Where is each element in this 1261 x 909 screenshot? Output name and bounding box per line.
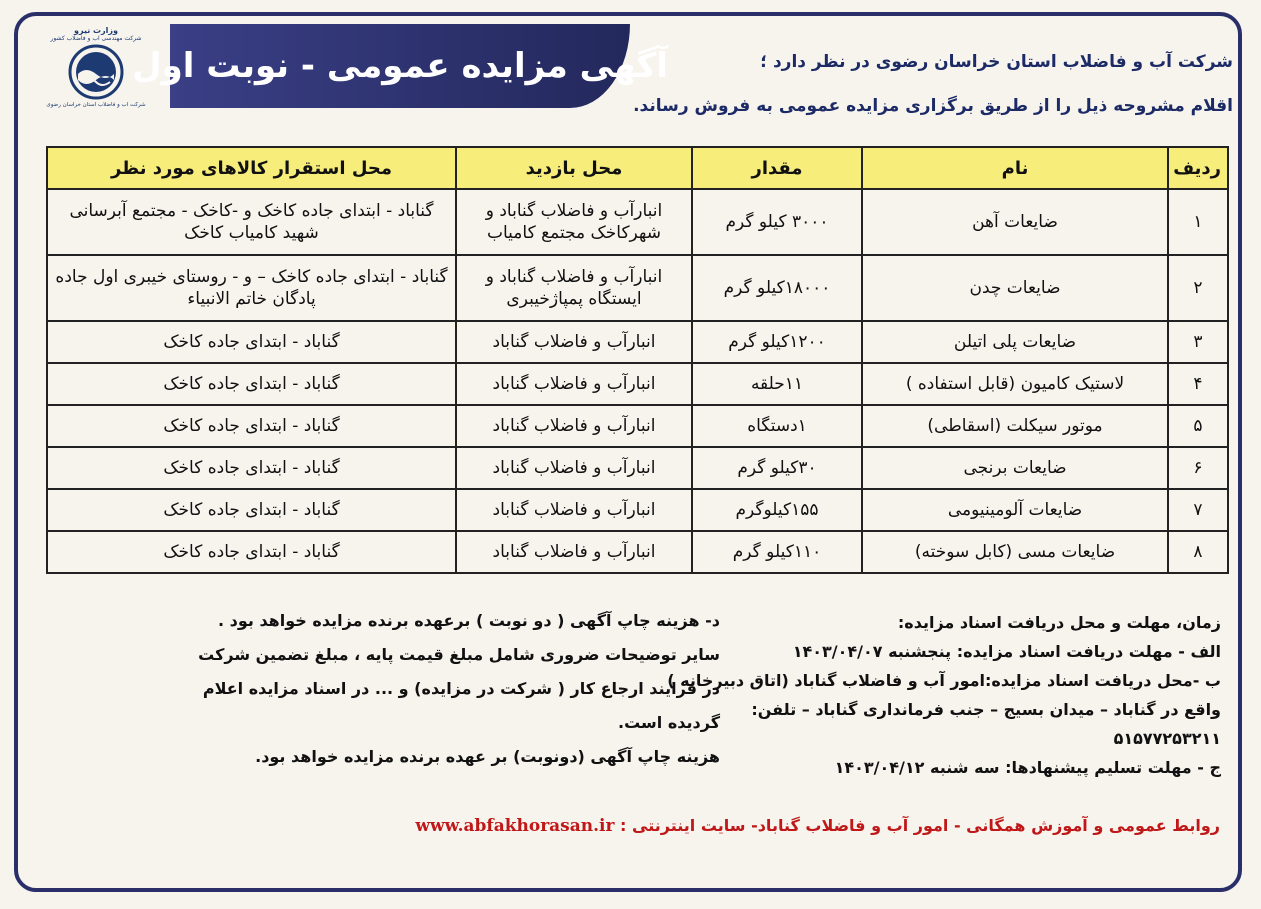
schedule-title: زمان، مهلت و محل دریافت اسناد مزایده:	[897, 613, 1221, 632]
table-header-row	[47, 147, 1228, 189]
website-link[interactable]: www.abfakhorasan.ir	[415, 816, 615, 836]
schedule-item-c: ج - مهلت تسلیم پیشنهادها: سه شنبه ۱۴۰۳/۰۴/۱۲	[834, 758, 1221, 777]
visit-location: انبارآب و فاضلاب گناباد	[456, 531, 692, 573]
item-quantity: ۱۲۰۰کیلو گرم	[692, 321, 862, 363]
schedule-item-b-address: واقع در گناباد – میدان بسیج – جنب فرمانداری گناباد – تلفن:	[751, 700, 1221, 719]
header-visit-location: محل بازدید	[456, 147, 692, 189]
table-row	[47, 321, 1228, 363]
schedule-section	[661, 608, 1221, 782]
item-name: ضایعات مسی (کابل سوخته)	[862, 531, 1168, 573]
item-quantity: ۳۰۰۰ کیلو گرم	[692, 189, 862, 255]
item-quantity: ۳۰کیلو گرم	[692, 447, 862, 489]
table-row	[47, 189, 1228, 255]
goods-location: گناباد - ابتدای جاده کاخک	[47, 531, 456, 573]
table-row	[47, 363, 1228, 405]
goods-location: گناباد - ابتدای جاده کاخک	[47, 363, 456, 405]
item-quantity: ۱۱۰کیلو گرم	[692, 531, 862, 573]
header-row-number: ردیف	[1168, 147, 1228, 189]
item-name: موتور سیکلت (اسقاطی)	[862, 405, 1168, 447]
item-name: ضایعات چدن	[862, 255, 1168, 321]
notes-line-3: در فرایند ارجاع کار ( شرکت در مزایده) و ... در اسناد مزایده اعلام	[202, 679, 720, 698]
visit-location: انبارآب و فاضلاب گناباد	[456, 405, 692, 447]
item-name: ضایعات آلومینیومی	[862, 489, 1168, 531]
notes-line-4: گردیده است.	[618, 713, 720, 732]
notes-section	[120, 604, 720, 774]
footer	[180, 816, 1220, 836]
table-row	[47, 447, 1228, 489]
item-name: ضایعات برنجی	[862, 447, 1168, 489]
row-number: ۱	[1168, 189, 1228, 255]
header-goods-location: محل استقرار کالاهای مورد نظر	[47, 147, 456, 189]
item-quantity: ۱۵۵کیلوگرم	[692, 489, 862, 531]
row-number: ۸	[1168, 531, 1228, 573]
logo-bottom-text: شرکت آب و فاضلاب استان خراسان رضوی	[46, 102, 146, 108]
goods-location: گناباد - ابتدای جاده کاخک	[47, 447, 456, 489]
item-name: ضایعات پلی اتیلن	[862, 321, 1168, 363]
notes-line-5: هزینه چاپ آگهی (دونوبت) بر عهده برنده مزایده خواهد بود.	[255, 747, 720, 766]
goods-location: گناباد - ابتدای جاده کاخک	[47, 405, 456, 447]
goods-location: گناباد - ابتدای جاده کاخک – و - روستای خیبری اول جاده پادگان خاتم الانبیاء	[47, 255, 456, 321]
banner-title: آگهی مزایده عمومی - نوبت اول	[132, 46, 668, 86]
intro-text	[633, 40, 1233, 128]
table-row	[47, 405, 1228, 447]
footer-text: روابط عمومی و آموزش همگانی - امور آب و فاضلاب گناباد- سایت اینترنتی :	[620, 816, 1220, 835]
item-quantity: ۱۱حلقه	[692, 363, 862, 405]
visit-location: انبارآب و فاضلاب گناباد	[456, 363, 692, 405]
logo-top-text: وزارت نیرو	[74, 26, 118, 35]
item-quantity: ۱دستگاه	[692, 405, 862, 447]
row-number: ۲	[1168, 255, 1228, 321]
visit-location: انبارآب و فاضلاب گناباد	[456, 489, 692, 531]
logo-top-text-2: شرکت مهندسی آب و فاضلاب کشور	[50, 35, 142, 42]
water-drop-logo-icon	[68, 44, 124, 100]
schedule-phone: ۵۱۵۷۷۲۵۳۲۱۱	[1113, 729, 1221, 748]
table-row	[47, 489, 1228, 531]
row-number: ۶	[1168, 447, 1228, 489]
notes-line-2: سایر توضیحات ضروری شامل مبلغ قیمت پایه ، مبلغ تضمین شرکت	[198, 645, 720, 664]
item-quantity: ۱۸۰۰۰کیلو گرم	[692, 255, 862, 321]
goods-location: گناباد - ابتدای جاده کاخک	[47, 489, 456, 531]
item-name: ضایعات آهن	[862, 189, 1168, 255]
header-banner	[132, 24, 668, 108]
row-number: ۷	[1168, 489, 1228, 531]
goods-location: گناباد - ابتدای جاده کاخک	[47, 321, 456, 363]
row-number: ۵	[1168, 405, 1228, 447]
intro-line-2: اقلام مشروحه ذیل را از طریق برگزاری مزایده عمومی به فروش رساند.	[633, 96, 1233, 116]
row-number: ۳	[1168, 321, 1228, 363]
table-row	[47, 255, 1228, 321]
item-name: لاستیک کامیون (قابل استفاده )	[862, 363, 1168, 405]
row-number: ۴	[1168, 363, 1228, 405]
header-name: نام	[862, 147, 1168, 189]
notes-item-d: د- هزینه چاپ آگهی ( دو نوبت ) برعهده برنده مزایده خواهد بود .	[217, 611, 720, 630]
schedule-item-a: الف - مهلت دریافت اسناد مزایده: پنجشنبه ۱۴۰۳/۰۴/۰۷	[792, 642, 1221, 661]
visit-location: انبارآب و فاضلاب گناباد	[456, 321, 692, 363]
table-row	[47, 531, 1228, 573]
header-quantity: مقدار	[692, 147, 862, 189]
visit-location: انبارآب و فاضلاب گناباد و ایستگاه پمپاژخیبری	[456, 255, 692, 321]
intro-line-1: شرکت آب و فاضلاب استان خراسان رضوی در نظر دارد ؛	[760, 52, 1233, 72]
items-table	[46, 146, 1229, 574]
visit-location: انبارآب و فاضلاب گناباد و شهرکاخک مجتمع کامیاب	[456, 189, 692, 255]
goods-location: گناباد - ابتدای جاده کاخک و -کاخک - مجتمع آبرسانی شهید کامیاب کاخک	[47, 189, 456, 255]
visit-location: انبارآب و فاضلاب گناباد	[456, 447, 692, 489]
schedule-item-b: ب -محل دریافت اسناد مزایده:امور آب و فاضلاب گناباد (اتاق دبیرخانه )	[667, 671, 1221, 690]
